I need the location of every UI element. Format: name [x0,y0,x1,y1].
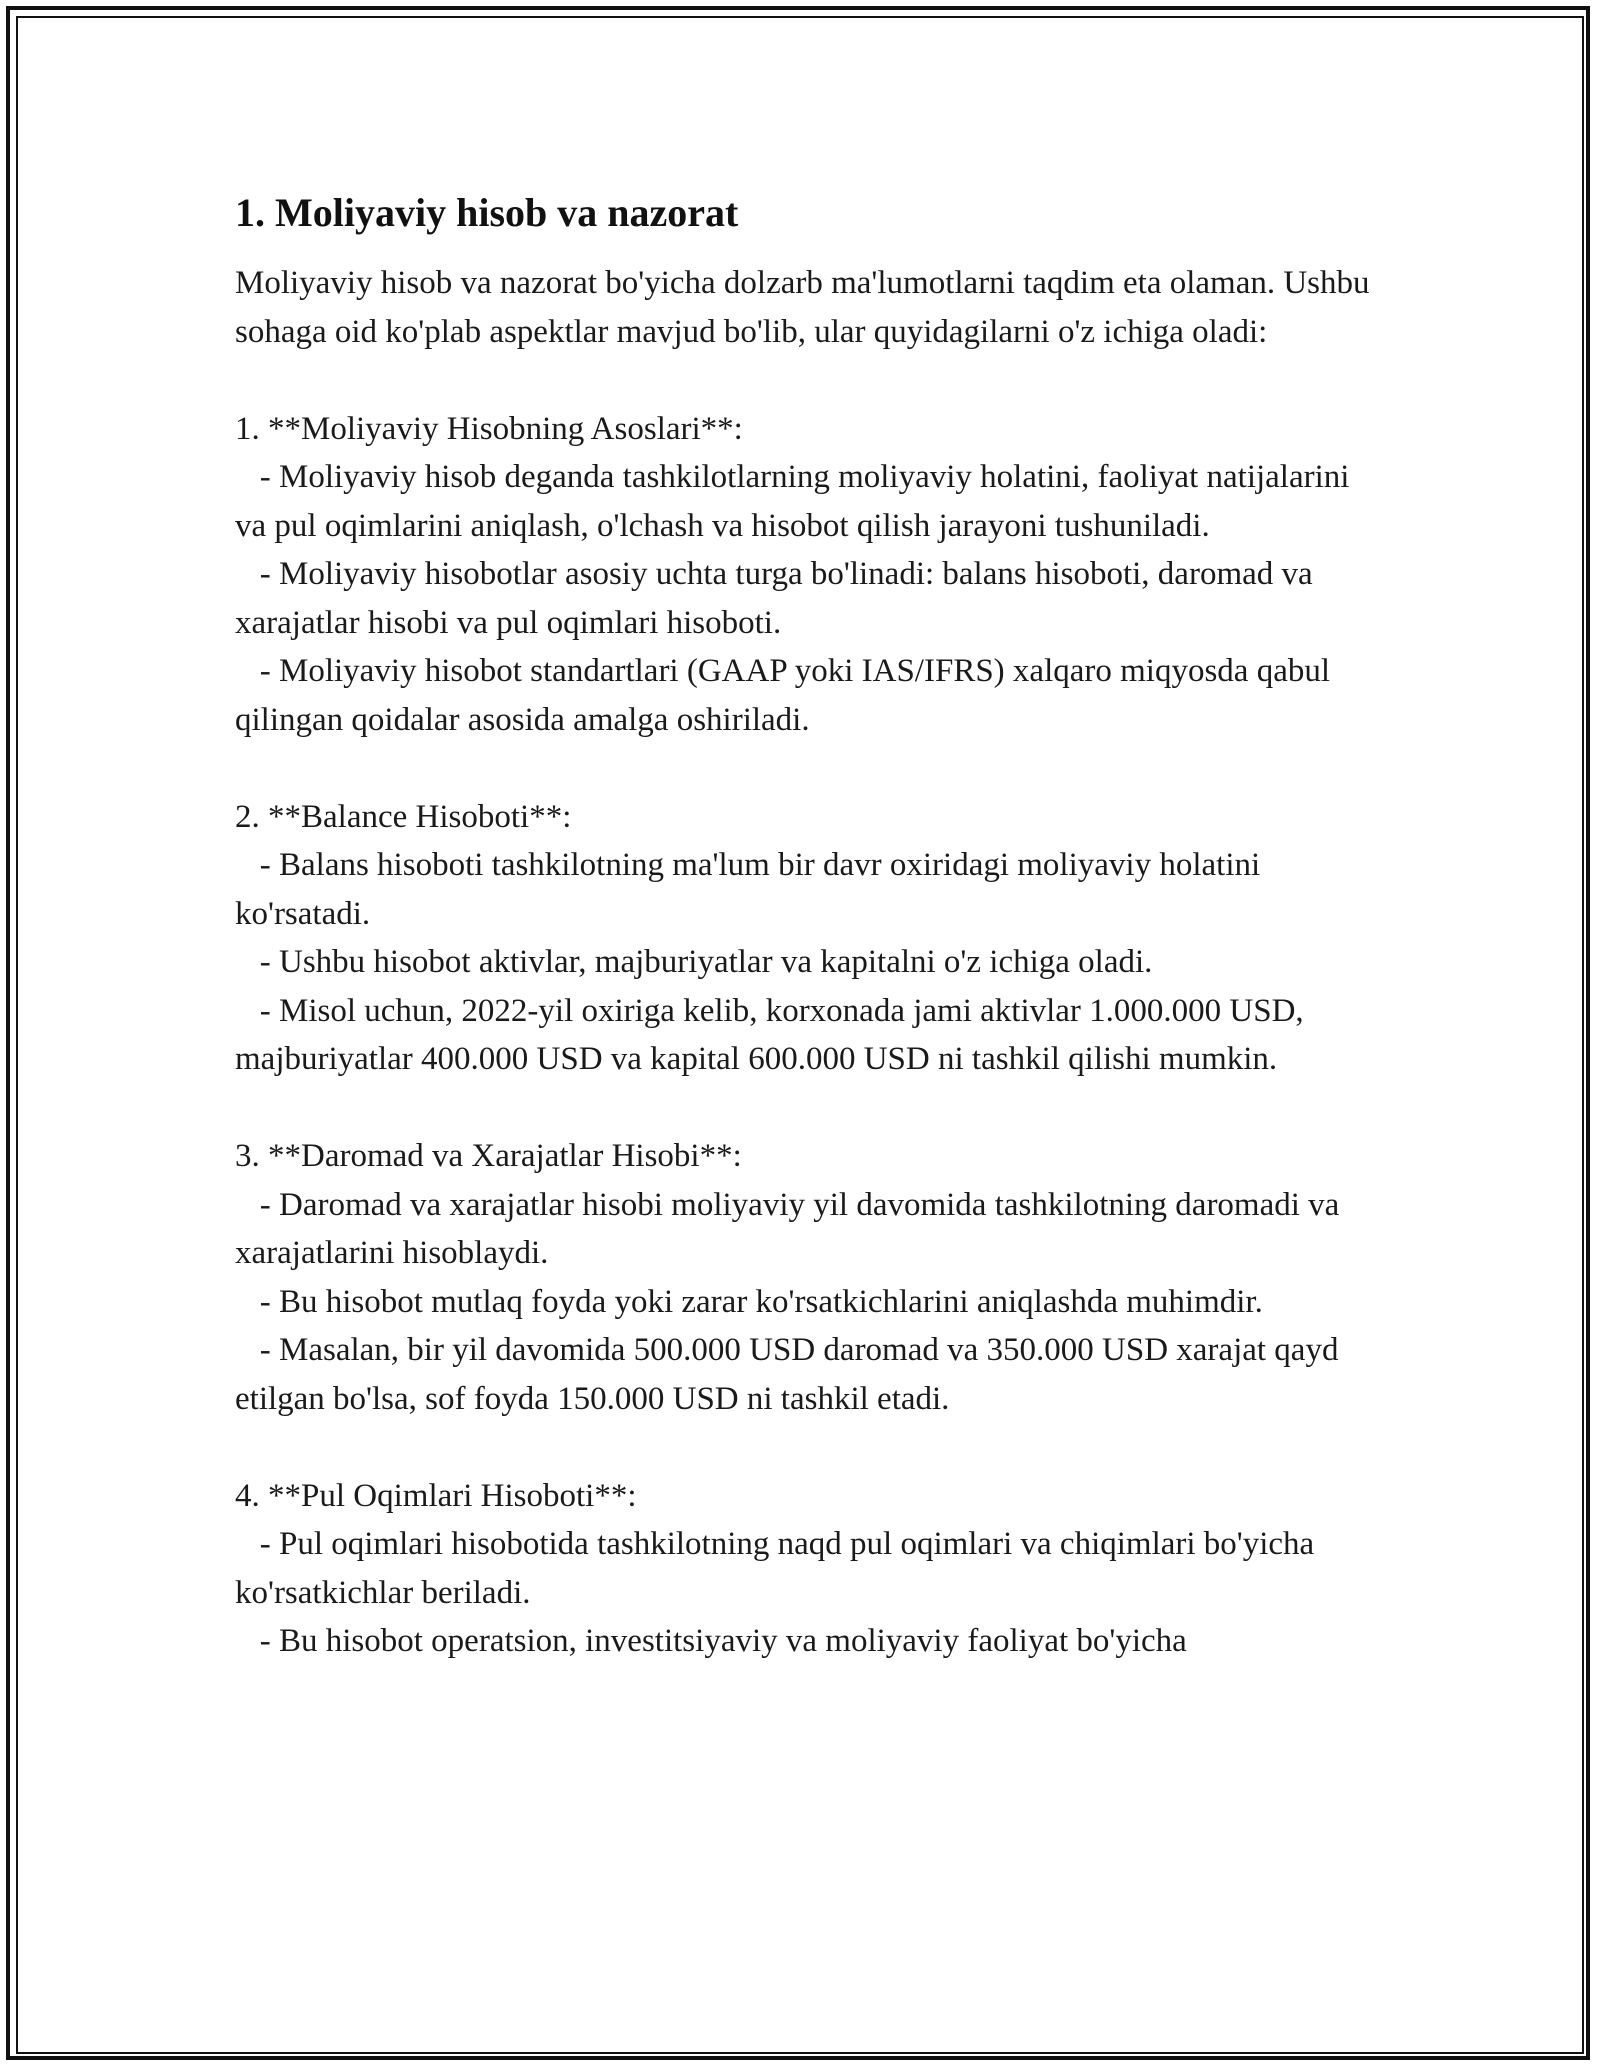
section-1 [235,405,1385,745]
list-item: - Bu hisobot mutlaq foyda yoki zarar ko'rsatkichlarini aniqlashda muhimdir. [235,1283,1263,1320]
spacer [235,1423,1385,1472]
section-2 [235,793,1385,1084]
list-item: - Moliyaviy hisob deganda tashkilotlarning moliyaviy holatini, faoliyat natijalarini va pul oqimlarini aniqlash, o'lchash va hisobot qilish jarayoni tushuniladi. [235,459,1358,544]
spacer [235,1084,1385,1133]
section-4 [235,1472,1385,1666]
list-item: - Masalan, bir yil davomida 500.000 USD daromad va 350.000 USD xarajat qayd etilgan bo'lsa, sof foyda 150.000 USD ni tashkil etadi. [235,1332,1347,1417]
list-item: - Moliyaviy hisobotlar asosiy uchta turga bo'linadi: balans hisoboti, daromad va xarajatlar hisobi va pul oqimlari hisoboti. [235,556,1321,641]
list-item: - Balans hisoboti tashkilotning ma'lum bir davr oxiridagi moliyaviy holatini ko'rsatadi. [235,847,1269,932]
section-heading: 2. **Balance Hisoboti**: [235,798,572,835]
list-item: - Pul oqimlari hisobotida tashkilotning naqd pul oqimlari va chiqimlari bo'yicha ko'rsatkichlar beriladi. [235,1526,1323,1611]
document-body [235,185,1385,1666]
section-heading: 4. **Pul Oqimlari Hisoboti**: [235,1477,637,1514]
section-3 [235,1132,1385,1423]
section-heading: 1. **Moliyaviy Hisobning Asoslari**: [235,410,743,447]
spacer [235,356,1385,405]
list-item: - Moliyaviy hisobot standartlari (GAAP yoki IAS/IFRS) xalqaro miqyosda qabul qilingan qoidalar asosida amalga oshiriladi. [235,653,1339,738]
list-item: - Misol uchun, 2022-yil oxiriga kelib, korxonada jami aktivlar 1.000.000 USD, majburiyatlar 400.000 USD va kapital 600.000 USD ni tashkil qilishi mumkin. [235,992,1312,1077]
spacer [235,744,1385,793]
list-item: - Ushbu hisobot aktivlar, majburiyatlar va kapitalni o'z ichiga oladi. [235,944,1153,980]
list-item: - Daromad va xarajatlar hisobi moliyaviy yil davomida tashkilotning daromadi va xarajatlarini hisoblaydi. [235,1186,1348,1271]
list-item: - Bu hisobot operatsion, investitsiyaviy va moliyaviy faoliyat bo'yicha [235,1623,1187,1659]
intro-paragraph: Moliyaviy hisob va nazorat bo'yicha dolzarb ma'lumotlarni taqdim eta olaman. Ushbu sohaga oid ko'plab aspektlar mavjud bo'lib, ular quyidagilarni o'z ichiga oladi: [235,265,1378,350]
document-title: 1. Moliyaviy hisob va nazorat [235,190,739,235]
section-heading: 3. **Daromad va Xarajatlar Hisobi**: [235,1138,742,1174]
